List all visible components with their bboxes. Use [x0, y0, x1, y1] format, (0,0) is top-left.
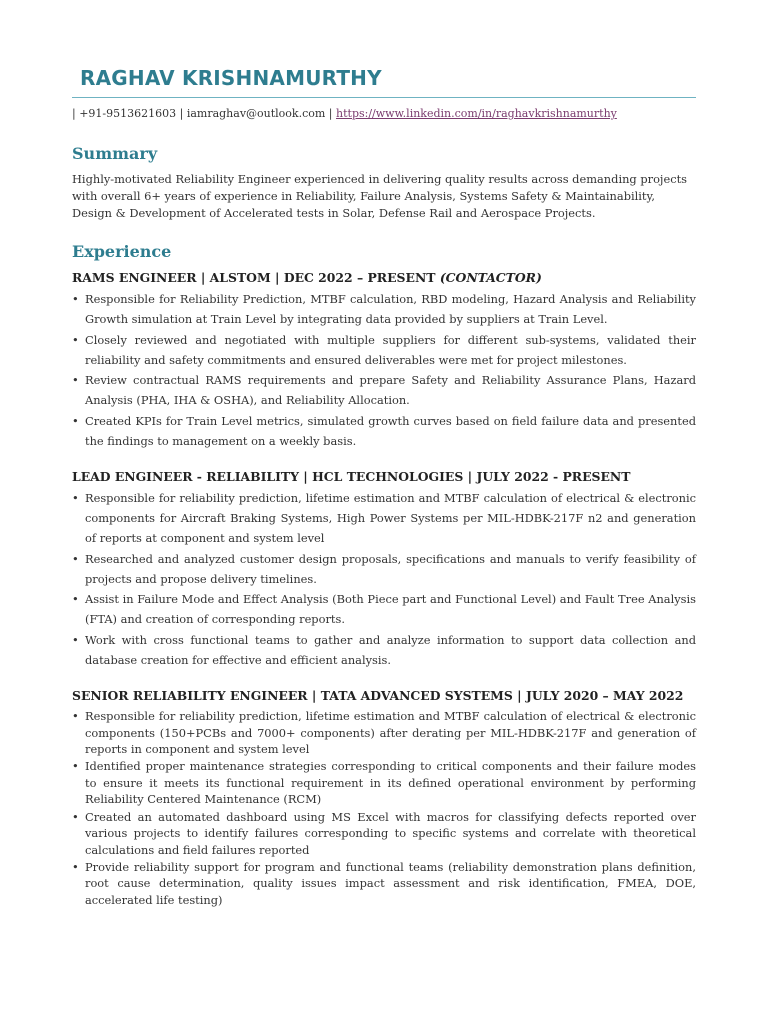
- list-item: • Closely reviewed and negotiated with multiple suppliers for different sub-systems, validated their reliability and safety commitments and ensured deliverables were met for project milestones.: [72, 330, 696, 370]
- list-item: • Created an automated dashboard using MS Excel with macros for classifying defects reported over various projects to identify failures corresponding to specific systems and correlate with theoretical calculations and field failures reported: [72, 809, 696, 859]
- list-item: • Responsible for reliability prediction, lifetime estimation and MTBF calculation of electrical & electronic components (150+PCBs and 7000+ components) after derating per MIL-HDBK-217F and generation of reports in component and system level: [72, 708, 696, 758]
- list-item: • Responsible for reliability prediction, lifetime estimation and MTBF calculation of electrical & electronic components for Aircraft Braking Systems, High Power Systems per MIL-HDBK-217F n2 and generation of reports at component and system level: [72, 488, 696, 548]
- job-bullets-hcl: [72, 488, 696, 670]
- linkedin-link[interactable]: https://www.linkedin.com/in/raghavkrishnamurthy: [336, 107, 617, 120]
- summary-heading: Summary: [72, 144, 158, 163]
- list-item: • Assist in Failure Mode and Effect Analysis (Both Piece part and Functional Level) and Fault Tree Analysis (FTA) and creation of corresponding reports.: [72, 589, 696, 629]
- job-bullets-alstom: [72, 289, 696, 451]
- summary-text: Highly-motivated Reliability Engineer experienced in delivering quality results across demanding projects with overall 6+ years of experience in Reliability, Failure Analysis, Systems Safety & Maintainability, Design & Development of Accelerated tests in Solar, Defense Rail and Aerospace Projects.: [72, 172, 687, 220]
- job-title-text: RAMS ENGINEER | ALSTOM | DEC 2022 – PRESENT: [72, 270, 440, 285]
- contact-details: | +91-9513621603 | iamraghav@outlook.com |: [72, 107, 337, 120]
- job-title-tata: SENIOR RELIABILITY ENGINEER | TATA ADVANCED SYSTEMS | JULY 2020 – MAY 2022: [72, 688, 684, 703]
- contact-line: [72, 107, 617, 120]
- experience-heading: Experience: [72, 242, 172, 261]
- list-item: • Provide reliability support for program and functional teams (reliability demonstration plans definition, root cause determination, quality issues impact assessment and risk identification, FMEA, DOE, accelerated life testing): [72, 859, 696, 909]
- list-item: • Researched and analyzed customer design proposals, specifications and manuals to verify feasibility of projects and propose delivery timelines.: [72, 549, 696, 589]
- list-item: • Review contractual RAMS requirements and prepare Safety and Reliability Assurance Plans, Hazard Analysis (PHA, IHA & OSHA), and Reliability Allocation.: [72, 370, 696, 410]
- job-title-tag: (CONTACTOR): [439, 270, 542, 285]
- candidate-name: RAGHAV KRISHNAMURTHY: [80, 66, 382, 90]
- list-item: • Work with cross functional teams to gather and analyze information to support data collection and database creation for effective and efficient analysis.: [72, 630, 696, 670]
- header-divider: [72, 97, 696, 98]
- job-title-hcl: LEAD ENGINEER - RELIABILITY | HCL TECHNOLOGIES | JULY 2022 - PRESENT: [72, 469, 631, 484]
- list-item: • Created KPIs for Train Level metrics, simulated growth curves based on field failure data and presented the findings to management on a weekly basis.: [72, 411, 696, 451]
- job-bullets-tata: [72, 708, 696, 909]
- job-title-alstom: [72, 270, 542, 285]
- list-item: • Identified proper maintenance strategies corresponding to critical components and their failure modes to ensure it meets its functional requirement in its defined operational environment by performing Reliability Centered Maintenance (RCM): [72, 758, 696, 808]
- list-item: • Responsible for Reliability Prediction, MTBF calculation, RBD modeling, Hazard Analysis and Reliability Growth simulation at Train Level by integrating data provided by suppliers at Train Level.: [72, 289, 696, 329]
